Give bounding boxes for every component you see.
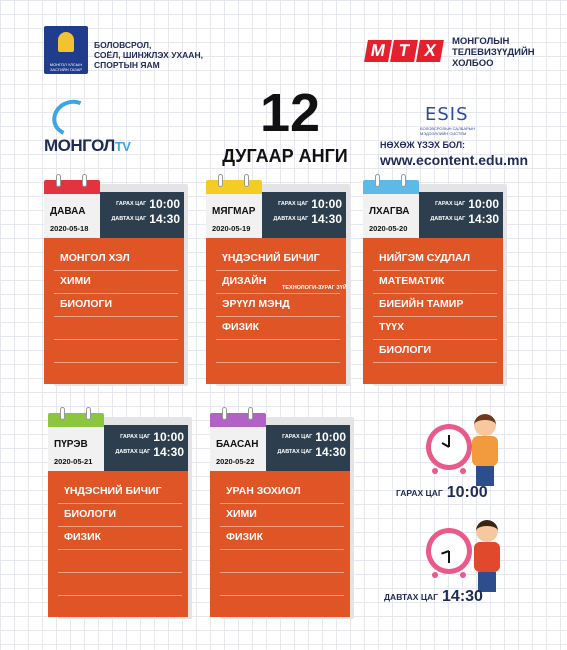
repeat-time-label: ДАВТАХ ЦАГ xyxy=(115,448,151,455)
subject-row xyxy=(220,550,344,573)
broadcast-times xyxy=(262,192,346,238)
subject-name: ХИМИ xyxy=(60,275,91,287)
subject-row xyxy=(216,294,340,317)
mtx-line-1: МОНГОЛЫН xyxy=(452,36,510,47)
subject-row xyxy=(373,248,497,271)
card-header xyxy=(44,180,184,238)
air-time-legend-value: 10:00 xyxy=(446,484,488,501)
subject-row xyxy=(58,573,182,596)
binder-ring-icon xyxy=(86,407,91,420)
repeat-time-label: ДАВТАХ ЦАГ xyxy=(277,448,313,455)
binder-ring-icon xyxy=(218,174,223,187)
emblem-caption: МОНГОЛ УЛСЫН ЗАСГИЙН ГАЗАР xyxy=(49,62,83,72)
day-name: ДАВАА xyxy=(50,206,86,217)
binder-ring-icon xyxy=(375,174,380,187)
card-header xyxy=(363,180,503,238)
esis-block xyxy=(380,104,560,174)
boy-illustration-icon xyxy=(470,520,504,592)
girl-illustration-icon xyxy=(468,414,502,486)
mtx-letters xyxy=(366,40,442,62)
air-time-value: 10:00 xyxy=(149,196,180,211)
subject-row xyxy=(54,294,178,317)
day-name: МЯГМАР xyxy=(212,206,256,217)
repeat-time-legend-value: 14:30 xyxy=(442,588,483,605)
mtx-line-2: ТЕЛЕВИЗҮҮДИЙН xyxy=(452,47,535,58)
mtx-letter-1: М xyxy=(364,40,392,62)
repeat-time-row xyxy=(111,210,180,228)
day-date: 2020-05-20 xyxy=(369,224,408,233)
day-name: ЛХАГВА xyxy=(369,206,410,217)
subject-row xyxy=(373,317,497,340)
subject-name: УРАН ЗОХИОЛ xyxy=(226,485,301,497)
grade-number: 12 xyxy=(259,83,321,143)
subject-name: БИОЛОГИ xyxy=(379,344,432,356)
subject-row xyxy=(54,271,178,294)
ministry-line-3: СПОРТЫН ЯАМ xyxy=(94,60,160,70)
subject-list xyxy=(58,481,182,596)
subject-list xyxy=(373,248,497,363)
econtent-link[interactable]: www.econtent.edu.mn xyxy=(380,152,529,168)
calendar-tab-color xyxy=(210,413,266,427)
card-header xyxy=(206,180,346,238)
subject-name: ХИМИ xyxy=(226,508,257,520)
subject-note: ТЕХНОЛОГИ-ЗУРАГ ЗҮЙ xyxy=(282,285,347,291)
subject-row xyxy=(216,271,347,294)
calendar-tab-color xyxy=(363,180,419,194)
repeat-time-row xyxy=(430,210,499,228)
subject-name: ДИЗАЙН xyxy=(222,275,267,287)
air-time-clock-icon xyxy=(426,424,472,470)
esis-logo: ESIS xyxy=(425,104,469,125)
repeat-time-row xyxy=(273,210,342,228)
air-time-value: 10:00 xyxy=(153,429,184,444)
state-emblem-icon xyxy=(44,26,88,74)
subject-name: ФИЗИК xyxy=(222,321,260,333)
subject-name: ФИЗИК xyxy=(226,531,264,543)
calendar-tab-color xyxy=(206,180,262,194)
binder-ring-icon xyxy=(56,174,61,187)
repeat-time-value: 14:30 xyxy=(149,211,180,226)
esis-caption: БОЛОВСРОЛЫН САЛБАРЫН МЭДЭЭЛЛИЙН СИСТЕМ xyxy=(420,126,476,136)
day-tab xyxy=(363,194,419,238)
subject-name: МАТЕМАТИК xyxy=(379,275,445,287)
grade-label: ДУГААР АНГИ xyxy=(222,146,348,166)
day-tab xyxy=(48,427,104,471)
subject-name: ҮНДЭСНИЙ БИЧИГ xyxy=(222,252,320,264)
subject-row xyxy=(220,573,344,596)
subject-row xyxy=(58,550,182,573)
broadcast-times xyxy=(100,192,184,238)
subject-list xyxy=(54,248,178,363)
channel-suffix: TV xyxy=(114,139,131,154)
repeat-time-clock-icon xyxy=(426,528,472,574)
card-header xyxy=(210,413,350,471)
subject-name: НИЙГЭМ СУДЛАЛ xyxy=(379,252,471,264)
repeat-time-value: 14:30 xyxy=(468,211,499,226)
subject-row xyxy=(216,340,340,363)
subject-name: БИОЛОГИ xyxy=(64,508,117,520)
repeat-time-label: ДАВТАХ ЦАГ xyxy=(111,215,147,222)
subject-name: ТҮҮХ xyxy=(379,321,405,333)
repeat-time-legend xyxy=(384,588,483,606)
day-date: 2020-05-18 xyxy=(50,224,89,233)
mtx-letter-2: Т xyxy=(390,40,418,62)
ministry-name xyxy=(94,40,203,70)
subject-name: БИЕИЙН ТАМИР xyxy=(379,298,464,310)
mongol-tv-logo xyxy=(44,100,154,158)
swirl-icon xyxy=(47,94,97,142)
day-tab xyxy=(206,194,262,238)
ministry-line-1: БОЛОВСРОЛ, xyxy=(94,40,152,50)
air-time-label: ГАРАХ ЦАГ xyxy=(282,433,313,440)
ministry-line-2: СОЁЛ, ШИНЖЛЭХ УХААН, xyxy=(94,50,203,60)
subject-name: ҮНДЭСНИЙ БИЧИГ xyxy=(64,485,162,497)
air-time-label: ГАРАХ ЦАГ xyxy=(116,200,147,207)
repeat-time-label: ДАВТАХ ЦАГ xyxy=(430,215,466,222)
mtx-letter-3: Х xyxy=(416,40,444,62)
day-tab xyxy=(210,427,266,471)
subject-row xyxy=(216,248,340,271)
repeat-time-row xyxy=(115,443,184,461)
mtx-logo xyxy=(366,36,556,76)
card-header xyxy=(48,413,188,471)
air-time-value: 10:00 xyxy=(311,196,342,211)
repeat-time-label: ДАВТАХ ЦАГ xyxy=(273,215,309,222)
subject-name: БИОЛОГИ xyxy=(60,298,113,310)
subject-row xyxy=(220,481,344,504)
subject-row xyxy=(373,271,497,294)
subject-row xyxy=(373,340,497,363)
mtx-name xyxy=(452,36,535,69)
subject-row xyxy=(58,504,182,527)
channel-name: МОНГОЛTV xyxy=(44,136,131,155)
repeat-time-value: 14:30 xyxy=(311,211,342,226)
binder-ring-icon xyxy=(60,407,65,420)
subject-row xyxy=(54,340,178,363)
day-date: 2020-05-21 xyxy=(54,457,93,466)
subject-list xyxy=(220,481,344,596)
air-time-label: ГАРАХ ЦАГ xyxy=(435,200,466,207)
repeat-time-row xyxy=(277,443,346,461)
calendar-tab-color xyxy=(44,180,100,194)
day-name: ПҮРЭВ xyxy=(54,439,88,450)
day-date: 2020-05-22 xyxy=(216,457,255,466)
air-time-label: ГАРАХ ЦАГ xyxy=(278,200,309,207)
subject-name: МОНГОЛ ХЭЛ xyxy=(60,252,130,264)
repeat-time-value: 14:30 xyxy=(153,444,184,459)
binder-ring-icon xyxy=(401,174,406,187)
binder-ring-icon xyxy=(82,174,87,187)
day-tab xyxy=(44,194,100,238)
broadcast-times xyxy=(104,425,188,471)
repeat-time-legend-label: ДАВТАХ ЦАГ xyxy=(384,592,439,602)
air-time-legend xyxy=(396,484,488,502)
calendar-tab-color xyxy=(48,413,104,427)
broadcast-times xyxy=(419,192,503,238)
subject-row xyxy=(58,527,182,550)
air-time-value: 10:00 xyxy=(315,429,346,444)
subject-list xyxy=(216,248,347,363)
subject-row xyxy=(54,317,178,340)
subject-row xyxy=(58,481,182,504)
air-time-value: 10:00 xyxy=(468,196,499,211)
binder-ring-icon xyxy=(222,407,227,420)
subject-row xyxy=(220,527,344,550)
ministry-logo xyxy=(44,26,244,76)
broadcast-times xyxy=(266,425,350,471)
repeat-time-value: 14:30 xyxy=(315,444,346,459)
subject-row xyxy=(216,317,340,340)
day-name: БААСАН xyxy=(216,439,259,450)
air-time-label: ГАРАХ ЦАГ xyxy=(120,433,151,440)
subject-name: ЭРҮҮЛ МЭНД xyxy=(222,298,290,310)
air-time-legend-label: ГАРАХ ЦАГ xyxy=(396,488,443,498)
subject-name: ФИЗИК xyxy=(64,531,102,543)
subject-row xyxy=(373,294,497,317)
subject-row xyxy=(220,504,344,527)
binder-ring-icon xyxy=(248,407,253,420)
mtx-line-3: ХОЛБОО xyxy=(452,58,494,69)
watch-label: НӨХӨЖ ҮЗЭХ БОЛ: xyxy=(380,140,466,150)
day-date: 2020-05-19 xyxy=(212,224,251,233)
binder-ring-icon xyxy=(244,174,249,187)
subject-row xyxy=(54,248,178,271)
